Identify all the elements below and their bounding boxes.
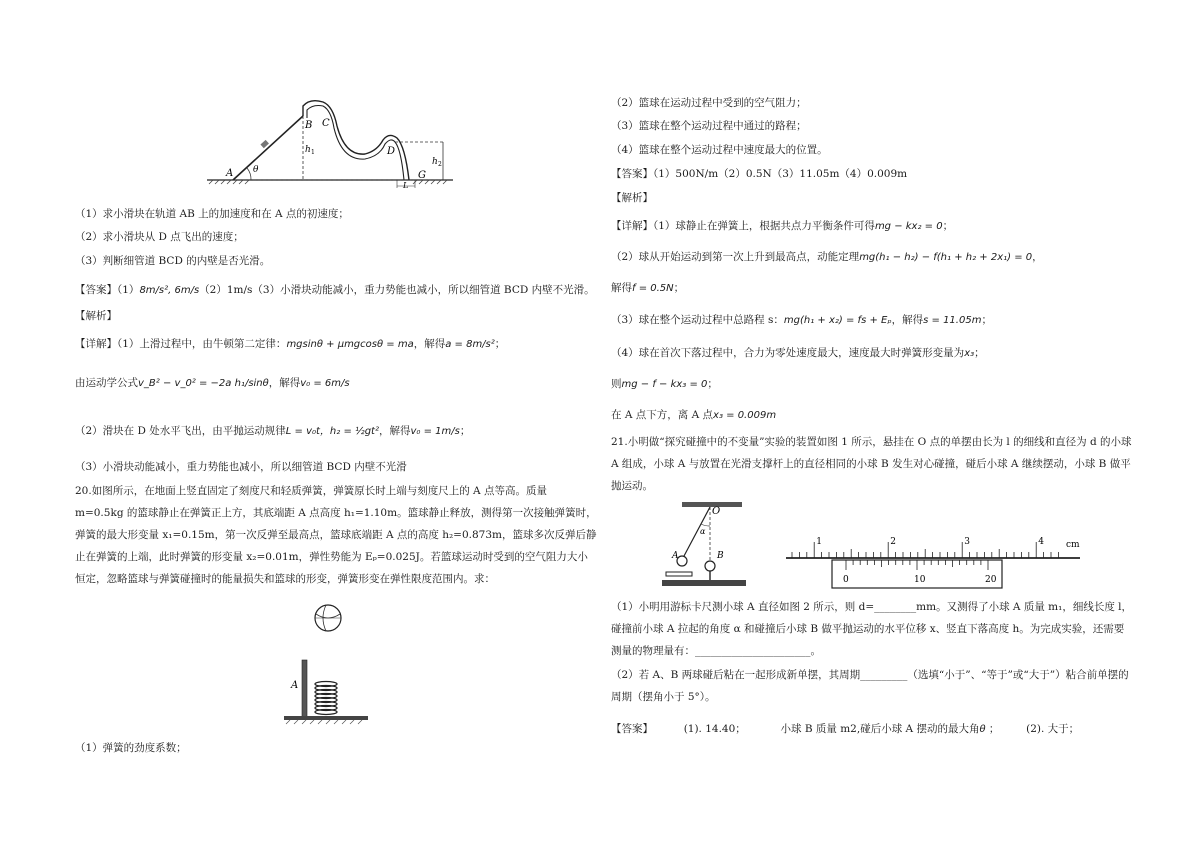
kin-result: v₀ = 6m/s: [300, 378, 350, 389]
label-alpha: α: [700, 527, 706, 536]
question-20-paragraph: 20.如图所示，在地面上竖直固定了刻度尺和轻质弹簧，弹簧原长时上端与刻度尺上的 A 点等高。质量 m=0.5kg 的篮球静止在弹簧正上方，其底端距 A 点高度 h₁=1.10m。篮球静止释放，测得第一次接触弹簧时，弹簧的最大形变量 x₁=0.15m，第一次反弹至最高点，篮球底端距 A 点的高度 h₂=0.873m，篮球多次反弹后静止在弹簧的上端，此时弹簧的形变量 x₂=0.01m，弹性势能为 Eₚ=0.025J。若篮球运动时受到的空气阻力大小恒定，忽略篮球与弹簧碰撞时的能量损失和篮球的形变，弹簧形变在弹性限度范围内。求：: [75, 485, 597, 585]
part-2-line: [75, 424, 470, 439]
answer-20: 【答案】（1）500N/m（2）0.5N（3）11.05m（4）0.009m: [611, 168, 908, 180]
question-3: （3）判断细管道 BCD 的内壁是否光滑。: [75, 255, 271, 267]
p2-math: L = v₀t，h₂ = ½gt²: [285, 426, 379, 437]
answer-21: [611, 722, 1079, 737]
d3-end: ；: [981, 314, 992, 326]
label-h1-sub: 1: [311, 149, 315, 156]
answer-prefix: 【答案】（1）: [75, 284, 140, 296]
detail-1-result: a = 8m/s²: [445, 339, 495, 350]
d4b-text: 则: [611, 378, 622, 390]
question-20-1: （1）弹簧的劲度系数；: [75, 742, 187, 754]
ans21-sep: ；: [988, 723, 1000, 735]
detail-20-4b: [611, 377, 718, 392]
ans21-label: 【答案】: [611, 723, 653, 735]
d1-text: 【详解】（1）球静止在弹簧上，根据共点力平衡条件可得: [611, 220, 875, 232]
p2-text: （2）滑块在 D 处水平飞出，由平抛运动规律: [75, 425, 286, 437]
kinematics-line: [75, 376, 350, 391]
d2-math: mg(h₁ − h₂) − f(h₁ + h₂ + 2x₁) = 0: [859, 252, 1033, 263]
kin-text: 由运动学公式: [75, 377, 138, 389]
answer-math: 8m/s², 6m/s: [139, 285, 200, 296]
label-L: L: [403, 181, 409, 190]
label-A: A: [226, 168, 234, 179]
caliper-unit: cm: [1066, 540, 1080, 550]
detail-1-mid: ，解得: [413, 338, 446, 350]
label-ball-B: B: [717, 551, 724, 561]
d3-text: （3）球在整个运动过程中总路程 s：: [611, 314, 784, 326]
d2b-math: f = 0.5N: [632, 283, 674, 294]
detail-20-2b: [611, 281, 684, 296]
detail-20-4: [611, 346, 985, 361]
ans21-theta: θ: [979, 724, 986, 735]
answer-line: [75, 283, 595, 298]
label-G: G: [418, 170, 426, 181]
track-diagram-svg: [205, 96, 455, 190]
label-ruler-A: A: [291, 680, 299, 691]
d2b-text: 解得: [611, 282, 632, 294]
detail-1-end: ；: [494, 338, 506, 350]
d2b-end: ；: [673, 282, 685, 294]
d2-end: ，: [1032, 251, 1043, 263]
kin-mid: ，解得: [268, 377, 301, 389]
d2-text: （2）球从开始运动到第一次上升到最高点，动能定理: [611, 251, 860, 263]
detail-20-1: [611, 219, 953, 234]
detail-20-2: [611, 250, 1043, 265]
detail-1-text: 【详解】（1）上滑过程中，由牛顿第二定律：: [75, 338, 287, 350]
p2-end: ；: [459, 425, 471, 437]
d4b-end: ；: [707, 378, 718, 390]
question-20-2: （2）篮球在运动过程中受到的空气阻力；: [611, 97, 807, 109]
main-scale-label: 2: [890, 537, 896, 547]
d4c-text: 在 A 点下方，离 A 点: [611, 409, 714, 421]
question-20-3: （3）篮球在整个运动过程中通过的路程；: [611, 120, 807, 132]
part-3-line: （3）小滑块动能减小，重力势能也减小，所以细管道 BCD 内壁不光滑: [75, 461, 407, 473]
label-ball-A: A: [672, 551, 679, 561]
d3-mid: ，解得: [891, 314, 924, 326]
vernier-caliper: [780, 534, 1090, 598]
ans21-part1b: 小球 B 质量 m2,碰后小球 A 摆动的最大角: [780, 723, 980, 735]
label-h2: h: [432, 157, 438, 167]
d4b-math: mg − f − kx₃ = 0: [621, 379, 708, 390]
d4-math: x₃: [964, 348, 975, 359]
spring-diagram: [280, 600, 390, 734]
pendulum-diagram: [662, 500, 752, 596]
main-scale-label: 1: [816, 537, 822, 547]
d3-result: s = 11.05m: [923, 315, 982, 326]
label-h2-sub: 2: [438, 161, 442, 168]
spring-diagram-svg: [280, 600, 390, 730]
label-theta: θ: [253, 165, 259, 175]
detail-1: [75, 337, 505, 352]
vernier-scale-label: 10: [914, 575, 926, 585]
question-21-1: （1）小明用游标卡尺测小球 A 直径如图 2 所示，则 d=________mm。又测得了小球 A 质量 m₁，细线长度 l，碰撞前小球 A 拉起的角度 α 和碰撞后小球 B 做平抛运动的水平位移 x、竖直下落高度 h。为完成实验，还需要测量的物理量有：______________________。: [611, 601, 1133, 657]
label-h1: h: [305, 145, 311, 155]
answer-rest: （2）1m/s（3）小滑块动能减小，重力势能也减小，所以细管道 BCD 内壁不光滑。: [199, 284, 595, 296]
analysis-heading-20: 【解析】: [611, 192, 653, 204]
detail-20-3: [611, 313, 992, 328]
d1-math: mg − kx₂ = 0: [874, 221, 943, 232]
question-1: （1）求小滑块在轨道 AB 上的加速度和在 A 点的初速度；: [75, 208, 349, 220]
caliper-svg: [780, 534, 1090, 594]
d4c-math: x₃ = 0.009m: [713, 410, 777, 421]
label-D: D: [387, 146, 396, 157]
main-scale-label: 3: [964, 537, 970, 547]
p2-result: v₀ = 1m/s: [410, 426, 460, 437]
analysis-heading: 【解析】: [75, 310, 117, 322]
d4-end: ；: [974, 347, 985, 359]
d3-math: mg(h₁ + x₂) = fs + Eₚ: [783, 315, 892, 326]
ans21-part2: (2). 大于；: [1026, 723, 1080, 735]
detail-20-4c: [611, 408, 776, 423]
label-C: C: [322, 118, 330, 129]
vernier-scale-label: 0: [843, 575, 849, 585]
question-21-paragraph: 21.小明做“探究碰撞中的不变量”实验的装置如图 1 所示，悬挂在 O 点的单摆由长为 l 的细线和直径为 d 的小球 A 组成，小球 A 与放置在光滑支撑杆上的直径相同的小球 B 发生对心碰撞，碰后小球 A 继续摆动，小球 B 做平抛运动。: [611, 436, 1132, 492]
d1-end: ；: [942, 220, 954, 232]
ans21-part1: (1). 14.40；: [683, 723, 746, 735]
question-21-2: （2）若 A、B 两球碰后粘在一起形成新单摆，其周期_________（选填“小于”、“等于”或“大于”）粘合前单摆的周期（摆角小于 5°）。: [611, 669, 1129, 703]
question-20-4: （4）篮球在整个运动过程中速度最大的位置。: [611, 144, 828, 156]
pendulum-diagram-svg: [662, 500, 752, 592]
label-O: O: [712, 506, 721, 517]
vernier-scale-label: 20: [985, 575, 997, 585]
kin-math: v_B² − v_0² = −2a h₁/sinθ: [138, 378, 269, 389]
label-B: B: [305, 120, 313, 131]
main-scale-label: 4: [1038, 537, 1044, 547]
track-diagram: [205, 96, 455, 194]
d4-text: （4）球在首次下落过程中，合力为零处速度最大，速度最大时弹簧形变量为: [611, 347, 965, 359]
question-2: （2）求小滑块从 D 点飞出的速度；: [75, 231, 244, 243]
detail-1-math: mgsinθ + μmgcosθ = ma: [286, 339, 414, 350]
p2-mid: ，解得: [379, 425, 411, 437]
